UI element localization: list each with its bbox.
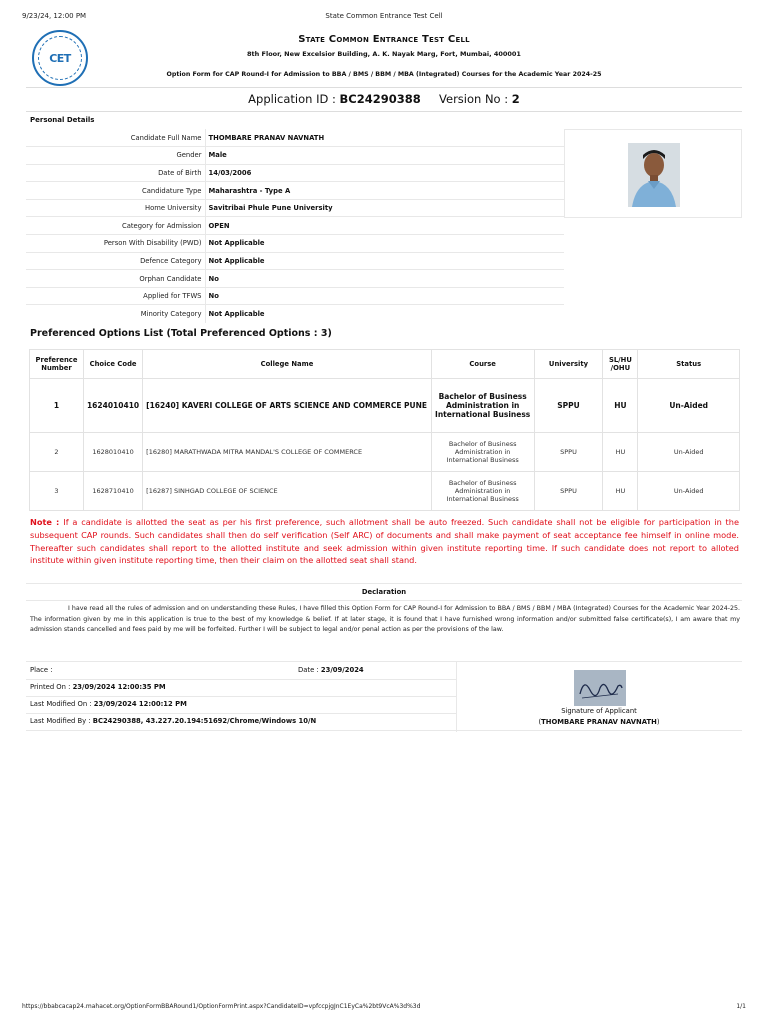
detail-label: Applied for TFWS	[26, 287, 205, 305]
note	[30, 516, 739, 567]
column-header: Status	[638, 350, 740, 379]
signature-section	[26, 661, 742, 731]
preference-number: 1	[30, 379, 84, 433]
personal-details-title: Personal Details	[30, 116, 95, 124]
application-id-label: Application ID :	[248, 92, 340, 106]
university: SPPU	[534, 433, 603, 472]
signature-name: (THOMBARE PRANAV NAVNATH)	[538, 718, 660, 726]
detail-value: Male	[205, 147, 564, 165]
personal-detail-row	[26, 270, 564, 288]
date-label: Date :	[298, 666, 321, 674]
course-name: Bachelor of Business Administration in International Business	[431, 379, 534, 433]
detail-label: Category for Admission	[26, 217, 205, 235]
college-name: [16240] KAVERI COLLEGE OF ARTS SCIENCE AND COMMERCE PUNE	[143, 379, 432, 433]
preferences-title: Preferenced Options List (Total Preferenced Options : 3)	[30, 328, 332, 339]
status: Un-Aided	[638, 472, 740, 511]
column-header: Choice Code	[83, 350, 142, 379]
note-label: Note :	[30, 517, 64, 527]
detail-label: Date of Birth	[26, 164, 205, 182]
last-modified-by-label: Last Modified By :	[30, 717, 93, 725]
printed-on-line	[30, 683, 166, 691]
detail-value: 14/03/2006	[205, 164, 564, 182]
form-title: Option Form for CAP Round-I for Admission to BBA / BMS / BBM / MBA (Integrated) Courses for the Academic Year 2024-25	[166, 71, 602, 78]
place-label: Place :	[30, 666, 53, 674]
declaration-text: I have read all the rules of admission and on understanding these Rules, I have filled this Option Form for CAP Round-I for Admission to BBA / BMS / BBM / MBA (Integrated) Courses for the Academic Year 2024-25. The information given by me in this application is true to the best of my knowledge & belief. If at later stage, it is found that I have furnished wrong information and/or submitted false certificate(s), I am aware that my admission stands cancelled and fees paid by me will be forfeited. Further I will be subject to legal and/or penal action as per the provisions of the law.	[30, 605, 740, 633]
print-datetime: 9/23/24, 12:00 PM	[22, 12, 87, 20]
print-page-number: 1/1	[736, 1003, 746, 1010]
preference-row	[30, 433, 740, 472]
detail-label: Candidate Full Name	[130, 133, 202, 142]
print-title: State Common Entrance Test Cell	[325, 12, 443, 20]
declaration-title: Declaration	[361, 588, 407, 596]
sl-hu-ohu: HU	[603, 472, 638, 511]
declaration-section	[26, 583, 742, 657]
choice-code: 1628710410	[83, 472, 142, 511]
detail-label: Gender	[26, 147, 205, 165]
signature-name-value: THOMBARE PRANAV NAVNATH	[541, 718, 657, 726]
detail-label: Person With Disability (PWD)	[26, 235, 205, 253]
signature-image	[574, 670, 626, 706]
choice-code: 1628010410	[83, 433, 142, 472]
column-header: Preference Number	[30, 350, 84, 379]
personal-detail-row	[26, 182, 564, 200]
last-modified-by-value: BC24290388, 43.227.20.194:51692/Chrome/Windows 10/N	[92, 717, 317, 725]
application-id-line	[26, 92, 742, 106]
column-header: Course	[431, 350, 534, 379]
printed-on-value: 23/09/2024 12:00:35 PM	[72, 683, 166, 691]
personal-detail-row	[26, 305, 564, 323]
date-line	[298, 666, 364, 674]
org-name: State Common Entrance Test Cell	[298, 34, 470, 45]
detail-label: Defence Category	[26, 252, 205, 270]
detail-label: Orphan Candidate	[26, 270, 205, 288]
university: SPPU	[534, 472, 603, 511]
detail-value: Savitribai Phule Pune University	[205, 199, 564, 217]
detail-value: OPEN	[205, 217, 564, 235]
personal-detail-row	[26, 287, 564, 305]
personal-detail-row	[26, 235, 564, 253]
column-header: SL/HU /OHU	[603, 350, 638, 379]
detail-label: Home University	[26, 199, 205, 217]
preference-number: 3	[30, 472, 84, 511]
personal-detail-row	[26, 164, 564, 182]
column-header: University	[534, 350, 603, 379]
detail-value: Maharashtra - Type A	[205, 182, 564, 200]
detail-label: Candidature Type	[26, 182, 205, 200]
personal-detail-row	[26, 147, 564, 165]
choice-code: 1624010410	[83, 379, 142, 433]
course-name: Bachelor of Business Administration in International Business	[431, 433, 534, 472]
place-line	[30, 666, 53, 674]
last-modified-on-value: 23/09/2024 12:00:12 PM	[93, 700, 187, 708]
personal-detail-row	[26, 199, 564, 217]
detail-value: Not Applicable	[205, 235, 564, 253]
print-url: https://bbabcacap24.mahacet.org/OptionFormBBARound1/OptionFormPrint.aspx?CandidateID=vpfccpjgJnC1EyCa%2bt9VcA%3d%3d	[22, 1003, 421, 1010]
divider	[26, 111, 742, 112]
preferences-table	[29, 349, 740, 511]
college-name: [16280] MARATHWADA MITRA MANDAL'S COLLEGE OF COMMERCE	[143, 433, 432, 472]
date-value: 23/09/2024	[320, 666, 364, 674]
personal-details-table	[26, 129, 564, 323]
university: SPPU	[534, 379, 603, 433]
status: Un-Aided	[638, 433, 740, 472]
status: Un-Aided	[638, 379, 740, 433]
printed-on-label: Printed On :	[30, 683, 73, 691]
detail-value: No	[205, 287, 564, 305]
preference-row	[30, 379, 740, 433]
candidate-photo	[628, 143, 680, 207]
preference-row	[30, 472, 740, 511]
personal-detail-row	[26, 217, 564, 235]
personal-detail-row	[26, 252, 564, 270]
preference-number: 2	[30, 433, 84, 472]
detail-value: No	[205, 270, 564, 288]
detail-label: Minority Category	[26, 305, 205, 323]
last-modified-on-line	[30, 700, 187, 708]
detail-value: THOMBARE PRANAV NAVNATH	[205, 129, 564, 147]
detail-value: Not Applicable	[205, 252, 564, 270]
college-name: [16287] SINHGAD COLLEGE OF SCIENCE	[143, 472, 432, 511]
version-label: Version No :	[439, 92, 512, 106]
detail-value: Not Applicable	[205, 305, 564, 323]
sl-hu-ohu: HU	[603, 433, 638, 472]
course-name: Bachelor of Business Administration in International Business	[431, 472, 534, 511]
application-id: BC24290388	[339, 92, 421, 106]
personal-detail-row	[26, 129, 564, 147]
signature-caption: Signature of Applicant	[561, 707, 637, 715]
document-header	[26, 26, 742, 88]
note-text: If a candidate is allotted the seat as per his first preference, such allotment shall be auto freezed. Such candidate shall not be eligible for participation in the subsequent CAP rounds. Such candidates shall then do self verification (Self ARC) of documents and shall make payment of seat acceptance fee himself in online mode. Thereafter such candidates shall report to the allotted institute and seek admission within given institute reporting time. If such candidate does not report to alloted institute within given institute reporting time, then their claim on the allotted seat shall stand.	[30, 517, 739, 566]
last-modified-on-label: Last Modified On :	[30, 700, 94, 708]
org-address: 8th Floor, New Excelsior Building, A. K. Nayak Marg, Fort, Mumbai, 400001	[247, 50, 521, 58]
cet-logo-text: CET	[49, 51, 71, 65]
version-number: 2	[511, 92, 520, 106]
last-modified-by-line	[30, 717, 316, 725]
sl-hu-ohu: HU	[603, 379, 638, 433]
photo-cell	[564, 129, 742, 218]
column-header: College Name	[143, 350, 432, 379]
